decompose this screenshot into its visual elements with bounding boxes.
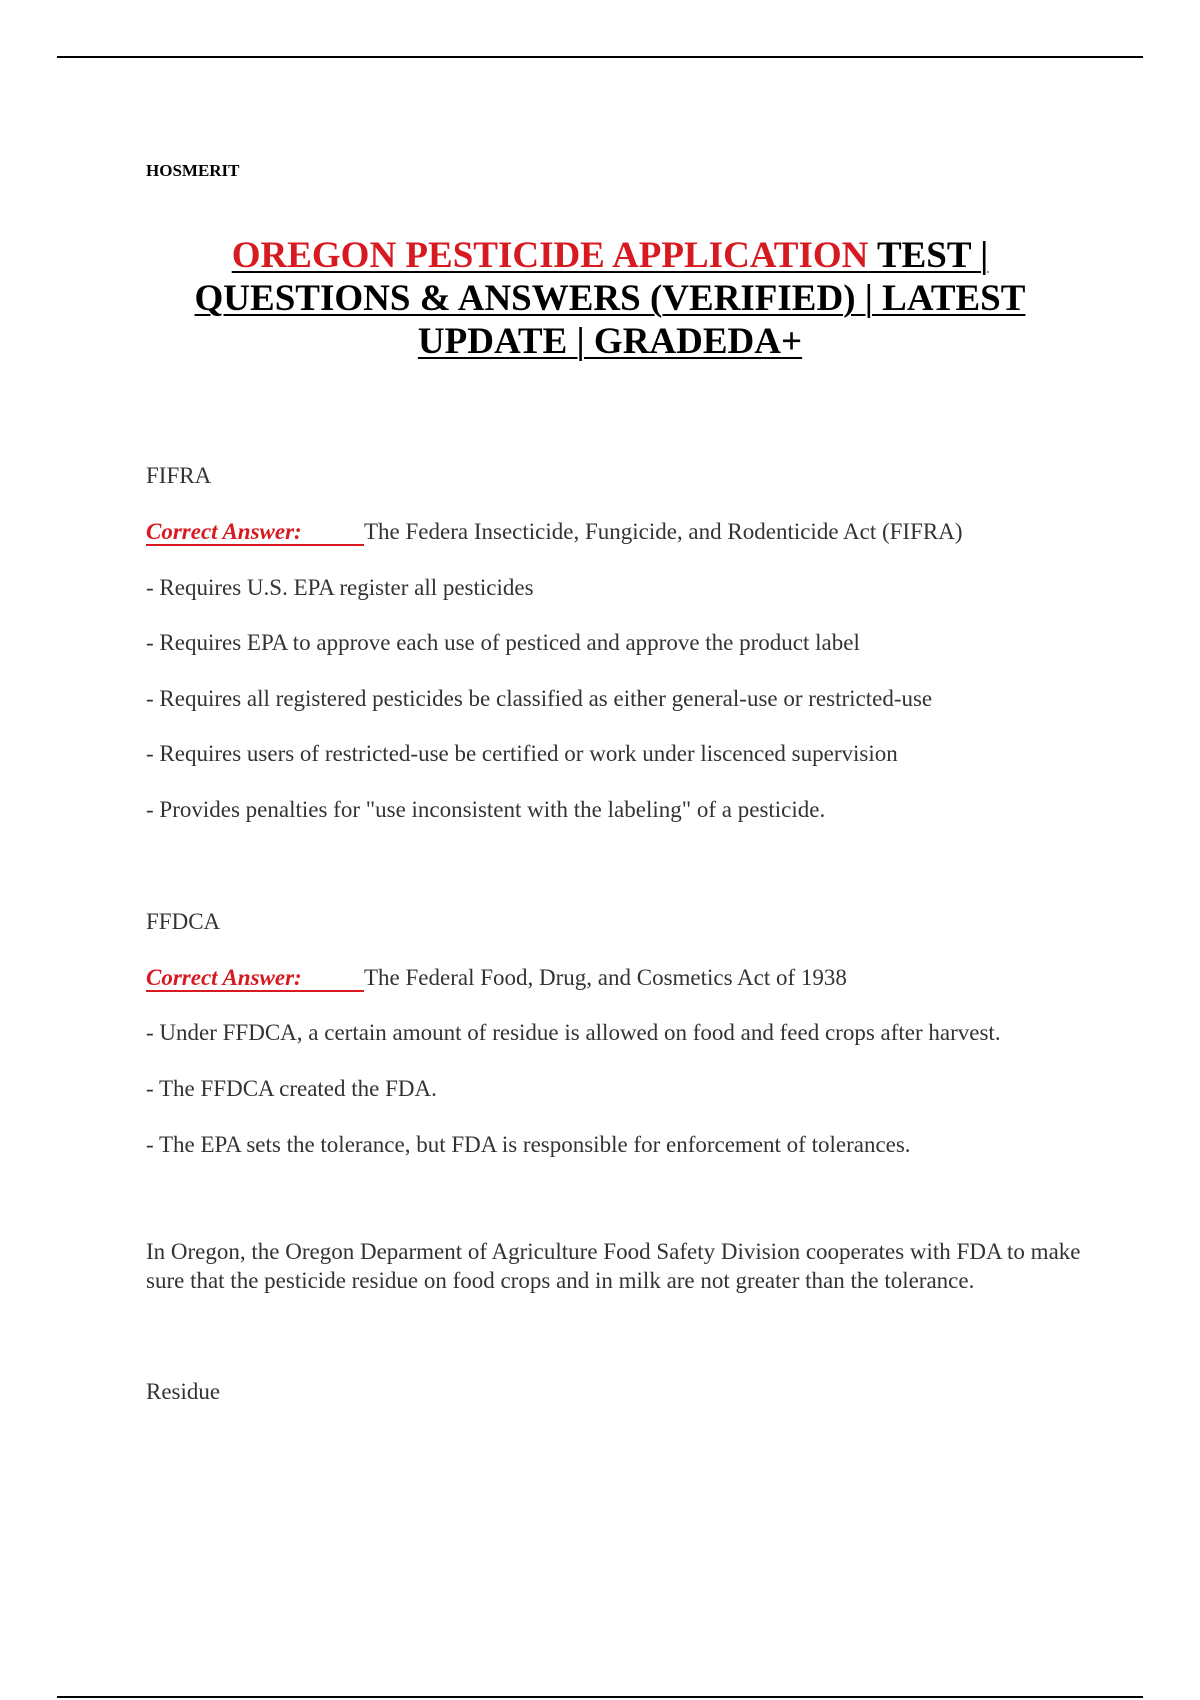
answer-text-fifra: The Federa Insecticide, Fungicide, and Rodenticide Act (FIFRA) (364, 519, 963, 544)
bullet-item: - Requires users of restricted-use be certified or work under liscenced supervision (146, 741, 898, 766)
oregon-paragraph: In Oregon, the Oregon Deparment of Agriculture Food Safety Division cooperates with FDA to make sure that the pesticide residue on food crops and in milk are not greater than the tolerance. (146, 1239, 1081, 1293)
bullet-item: - Requires all registered pesticides be classified as either general-use or restricted-use (146, 686, 933, 711)
correct-answer-label: Correct Answer: (146, 520, 364, 546)
bullet-item: - The FFDCA created the FDA. (146, 1076, 437, 1101)
author-header: HOSMERIT (146, 161, 240, 180)
title-line3: UPDATE | GRADEDA+ (417, 321, 803, 362)
bullet-item: - Requires U.S. EPA register all pesticides (146, 575, 534, 600)
title-line2: QUESTIONS & ANSWERS (VERIFIED) | LATEST (194, 278, 1026, 319)
answer-line-fifra (146, 517, 962, 546)
document-title (120, 234, 1100, 363)
bullet-item: - Under FFDCA, a certain amount of residue is allowed on food and feed crops after harvest. (146, 1020, 1001, 1045)
question-term-residue: Residue (146, 1379, 221, 1404)
bullet-item: - Provides penalties for "use inconsistent with the labeling" of a pesticide. (146, 797, 826, 822)
question-term-fifra: FIFRA (146, 463, 212, 488)
title-line1-rest: TEST | (868, 235, 989, 276)
answer-line-ffdca (146, 963, 847, 992)
correct-answer-label: Correct Answer: (146, 966, 364, 992)
bullet-item: - Requires EPA to approve each use of pesticed and approve the product label (146, 630, 860, 655)
bullet-item: - The EPA sets the tolerance, but FDA is responsible for enforcement of tolerances. (146, 1132, 911, 1157)
top-rule (57, 56, 1143, 58)
bottom-rule (57, 1696, 1143, 1698)
question-term-ffdca: FFDCA (146, 909, 221, 934)
title-red-part: OREGON PESTICIDE APPLICATION (231, 235, 869, 276)
answer-text-ffdca: The Federal Food, Drug, and Cosmetics Act of 1938 (364, 965, 847, 990)
